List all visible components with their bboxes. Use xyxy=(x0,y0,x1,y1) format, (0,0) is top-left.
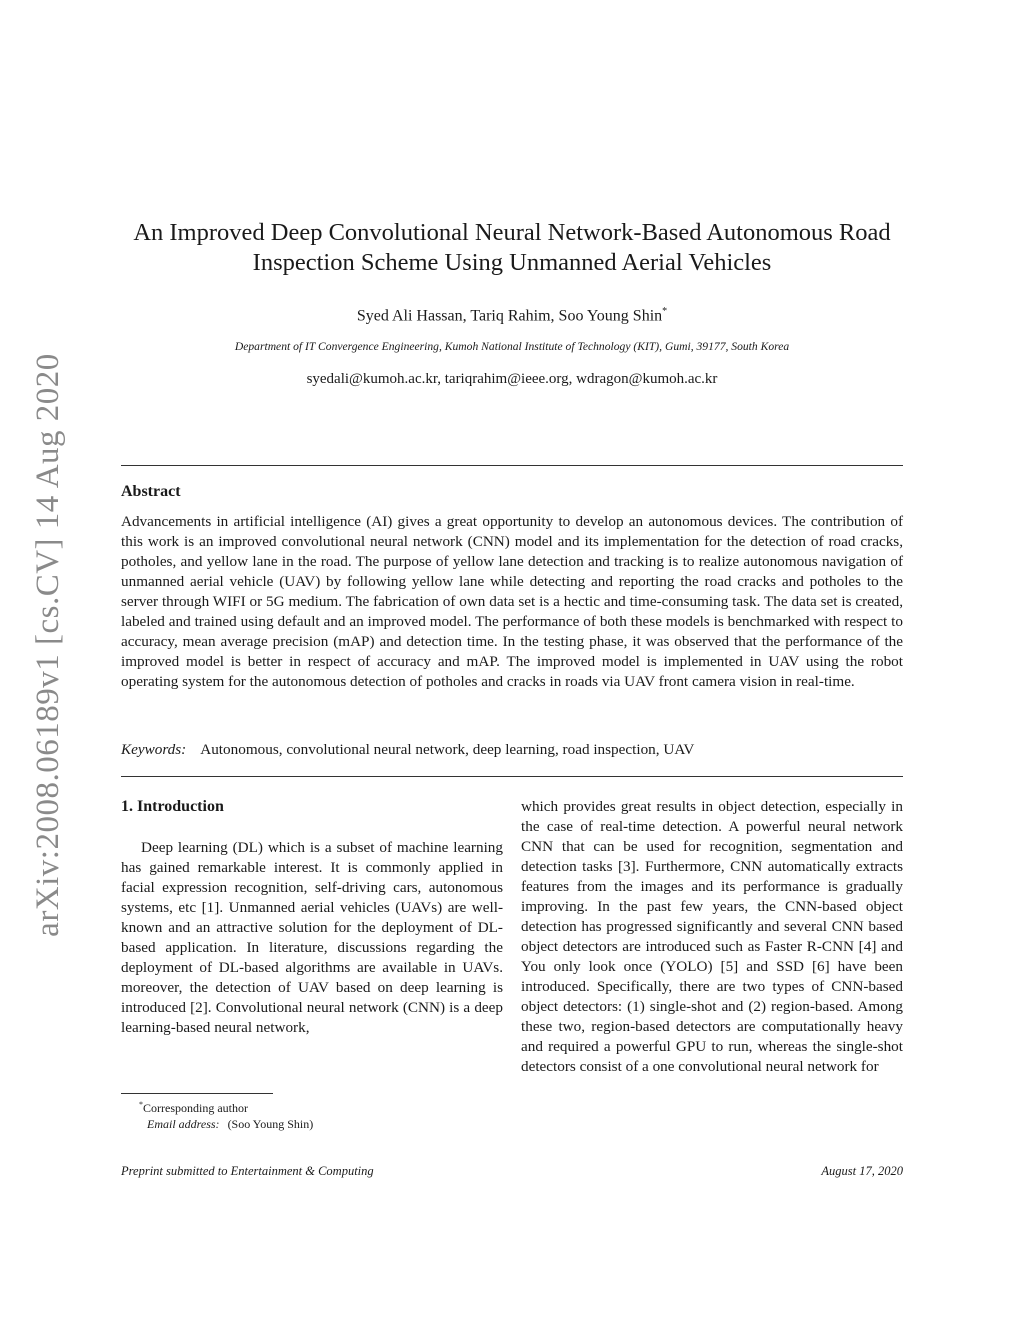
footnote-mark: * xyxy=(139,1100,143,1109)
footnote-email-label: Email address: xyxy=(147,1117,220,1131)
section-heading-introduction: 1. Introduction xyxy=(121,798,224,815)
affiliation: Department of IT Convergence Engineering, Kumoh National Institute of Technology (KIT), Gumi, 39177, South Korea xyxy=(234,340,790,353)
abstract-heading: Abstract xyxy=(121,483,181,500)
author-names: Syed Ali Hassan, Tariq Rahim, Soo Young Shin xyxy=(356,307,663,325)
arxiv-identifier: arXiv:2008.06189v1 [cs.CV] 14 Aug 2020 xyxy=(30,353,66,937)
author-emails: syedali@kumoh.ac.kr, tariqrahim@ieee.org, wdragon@kumoh.ac.kr xyxy=(306,371,718,387)
footnote xyxy=(139,1097,313,1132)
abstract-top-rule xyxy=(121,465,903,466)
keywords-text: Autonomous, convolutional neural network, deep learning, road inspection, UAV xyxy=(200,741,695,758)
abstract-bottom-rule xyxy=(121,776,903,777)
abstract-body: Advancements in artificial intelligence (AI) gives a great opportunity to develop an autonomous devices. The contribution of this work is an improved convolutional neural network (CNN) model and its implementation for the detection of road cracks, potholes, and yellow lane in the road. The purpose of yellow lane detection and tracking is to realize autonomous navigation of unmanned aerial vehicle (UAV) by following yellow lane while detecting and reporting the road cracks and potholes to the server through WIFI or 5G medium. The fabrication of own data set is a hectic and time-consuming task. The data set is created, labeled and trained using default and an improved model. The performance of both these models is benchmarked with respect to accuracy, mean average precision (mAP) and detection time. In the testing phase, it was observed that the performance of the improved model is better in respect of accuracy and mAP. The improved model is implemented in UAV using the robot operating system for the autonomous detection of potholes and cracks in roads via UAV front camera vision in real-time. xyxy=(121,513,903,690)
keywords-label: Keywords: xyxy=(121,741,187,758)
author-list xyxy=(120,306,904,325)
intro-right-column: which provides great results in object detection, especially in the case of real-time detection. A powerful neural network CNN that can be used for recognition, segmentation and detection tasks [3]. Furthermore, CNN automatically extracts features from the images and its performance is gradually improving. In the past few years, the CNN-based object detection has progressed significantly and several CNN based object detectors are introduced such as Faster R-CNN [4] and You only look once (YOLO) [5] and SSD [6] have been introduced. Specifically, there are two types of CNN-based object detectors: (1) single-shot and (2) region-based. Among these two, region-based detectors are computationally heavy and required a powerful GPU to run, whereas the single-shot detectors consist of a one convolutional neural network for xyxy=(521,798,903,1075)
keywords xyxy=(121,741,903,759)
footer-journal: Preprint submitted to Entertainment & Computing xyxy=(121,1164,374,1178)
footnote-rule xyxy=(121,1093,273,1094)
paper-title xyxy=(120,218,904,278)
title-line-2: Inspection Scheme Using Unmanned Aerial Vehicles xyxy=(252,249,772,276)
footer-date: August 17, 2020 xyxy=(821,1164,903,1178)
footnote-corresponding: Corresponding author xyxy=(143,1101,248,1115)
footnote-email-value: (Soo Young Shin) xyxy=(227,1117,314,1131)
corresponding-mark: * xyxy=(662,306,668,317)
title-line-1: An Improved Deep Convolutional Neural Network-Based Autonomous Road xyxy=(133,219,891,246)
intro-left-column: Deep learning (DL) which is a subset of machine learning has gained remarkable interest. It is commonly applied in facial expression recognition, self-driving cars, autonomous systems, etc [1]. Unmanned aerial vehicles (UAVs) are well-known and an attractive solution for the deployment of DL-based application. In literature, discussions regarding the deployment of DL-based algorithms are available in UAVs. moreover, the detection of UAV based on deep learning is introduced [2]. Convolutional neural network (CNN) is a deep learning-based neural network, xyxy=(121,839,503,1036)
